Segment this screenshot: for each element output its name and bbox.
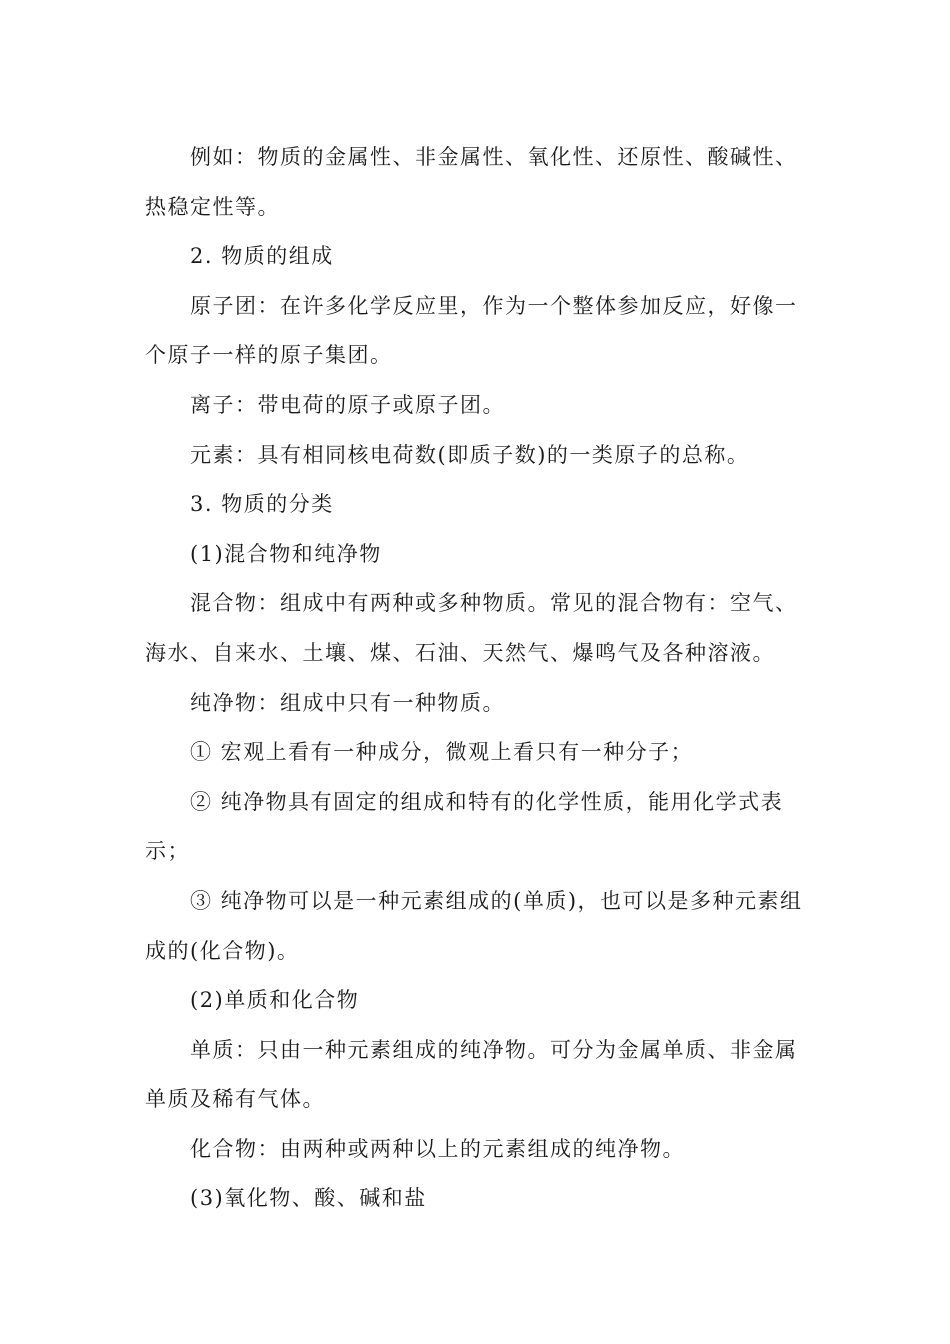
list-item-1: ① 宏观上看有一种成分，微观上看只有一种分子； xyxy=(190,740,694,765)
subheading-mixture-pure: (1)混合物和纯净物 xyxy=(190,541,382,566)
paragraph-element: 元素：具有相同核电荷数(即质子数)的一类原子的总称。 xyxy=(190,442,750,467)
subheading-oxide-acid-base-salt: (3)氧化物、酸、碱和盐 xyxy=(190,1186,427,1211)
paragraph-compound: 化合物：由两种或两种以上的元素组成的纯净物。 xyxy=(190,1136,685,1161)
heading-classification: 3. 物质的分类 xyxy=(190,492,334,517)
paragraph-atomic-group: 原子团：在许多化学反应里，作为一个整体参加反应，好像一个原子一样的原子集团。 xyxy=(145,293,798,368)
document-body xyxy=(145,133,805,1224)
paragraph-mixture: 混合物：组成中有两种或多种物质。常见的混合物有：空气、海水、自来水、土壤、煤、石油、天然气、爆鸣气及各种溶液。 xyxy=(145,591,798,665)
heading-composition: 2. 物质的组成 xyxy=(190,244,334,269)
paragraph-ion: 离子：带电荷的原子或原子团。 xyxy=(190,392,505,417)
list-item-2: ② 纯净物具有固定的组成和特有的化学性质，能用化学式表示； xyxy=(145,789,784,864)
list-item-3: ③ 纯净物可以是一种元素组成的(单质)，也可以是多种元素组成的(化合物)。 xyxy=(145,888,803,963)
paragraph-example-properties: 例如：物质的金属性、非金属性、氧化性、还原性、酸碱性、热稳定性等。 xyxy=(145,145,798,219)
paragraph-simple-substance: 单质：只由一种元素组成的纯净物。可分为金属单质、非金属单质及稀有气体。 xyxy=(145,1037,798,1112)
paragraph-pure-substance: 纯净物：组成中只有一种物质。 xyxy=(190,690,505,715)
subheading-element-compound: (2)单质和化合物 xyxy=(190,988,360,1013)
